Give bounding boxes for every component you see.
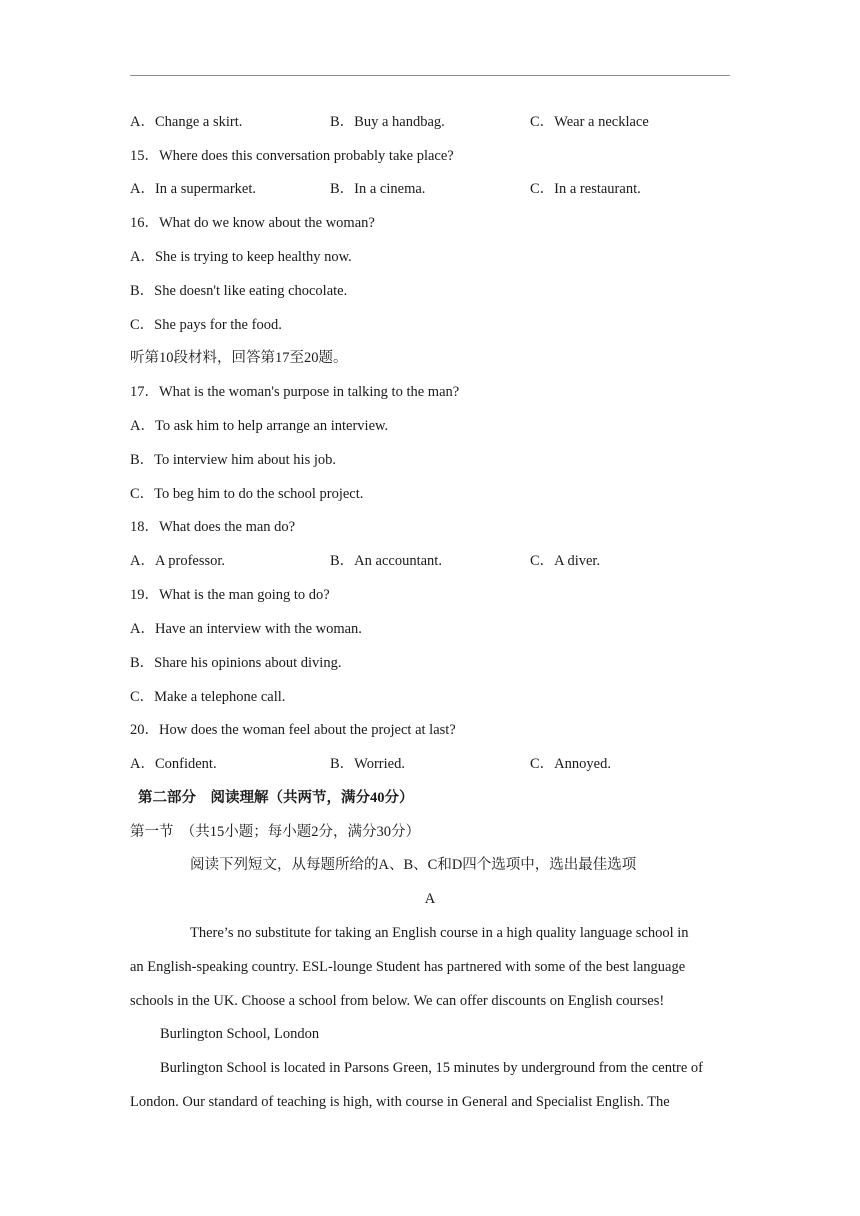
- q17-option-b: B．To interview him about his job.: [130, 452, 336, 468]
- q14-option-c: C．Wear a necklace: [530, 114, 649, 130]
- q15-option-b: B．In a cinema.: [330, 181, 426, 197]
- q17-option-a: A．To ask him to help arrange an interview.: [130, 418, 389, 434]
- q17-question: 17．What is the woman's purpose in talking to the man?: [130, 384, 460, 400]
- q19-option-c: C．Make a telephone call.: [130, 689, 286, 705]
- section1-title: 第一节 （共15小题；每小题2分，满分30分）: [130, 824, 420, 840]
- q20-options: [130, 755, 730, 773]
- q16-option-c: C．She pays for the food.: [130, 317, 282, 333]
- passage-line-6: London. Our standard of teaching is high, with course in General and Specialist English. The: [130, 1094, 670, 1110]
- q20-option-b: B．Worried.: [330, 756, 405, 772]
- q16-option-a: A．She is trying to keep healthy now.: [130, 249, 352, 265]
- passage-line-1: There’s no substitute for taking an English course in a high quality language school in: [190, 925, 689, 941]
- q18-options: [130, 552, 730, 570]
- q15-option-a: A．In a supermarket.: [130, 181, 257, 197]
- q16-option-b: B．She doesn't like eating chocolate.: [130, 283, 348, 299]
- q19-question: 19．What is the man going to do?: [130, 587, 330, 603]
- q19-option-b: B．Share his opinions about diving.: [130, 655, 342, 671]
- part2-title: 第二部分 阅读理解（共两节，满分40分）: [138, 790, 414, 806]
- school-heading: Burlington School, London: [160, 1026, 320, 1042]
- q14-options: [130, 113, 730, 131]
- header-rule: [130, 75, 730, 76]
- q18-question: 18．What does the man do?: [130, 519, 296, 535]
- q15-question: 15．Where does this conversation probably take place?: [130, 148, 454, 164]
- section10-instruction: 听第10段材料，回答第17至20题。: [130, 350, 348, 366]
- q18-option-b: B．An accountant.: [330, 553, 442, 569]
- q19-option-a: A．Have an interview with the woman.: [130, 621, 362, 637]
- q20-question: 20．How does the woman feel about the project at last?: [130, 722, 456, 738]
- passage-line-3: schools in the UK. Choose a school from below. We can offer discounts on English courses!: [130, 993, 665, 1009]
- q16-question: 16．What do we know about the woman?: [130, 215, 375, 231]
- q15-option-c: C．In a restaurant.: [530, 181, 641, 197]
- q20-option-a: A．Confident.: [130, 756, 217, 772]
- q15-options: [130, 180, 730, 198]
- q14-option-a: A．Change a skirt.: [130, 114, 243, 130]
- q18-option-a: A．A professor.: [130, 553, 226, 569]
- passage-line-2: an English-speaking country. ESL-lounge Student has partnered with some of the best language: [130, 959, 686, 975]
- q20-option-c: C．Annoyed.: [530, 756, 611, 772]
- q17-option-c: C．To beg him to do the school project.: [130, 486, 364, 502]
- passage-line-5: Burlington School is located in Parsons Green, 15 minutes by underground from the centre of: [160, 1060, 703, 1076]
- q14-option-b: B．Buy a handbag.: [330, 114, 445, 130]
- reading-instruction: 阅读下列短文，从每题所给的A、B、C和D四个选项中，选出最佳选项: [190, 857, 637, 873]
- passage-label: A: [424, 891, 436, 907]
- q18-option-c: C．A diver.: [530, 553, 601, 569]
